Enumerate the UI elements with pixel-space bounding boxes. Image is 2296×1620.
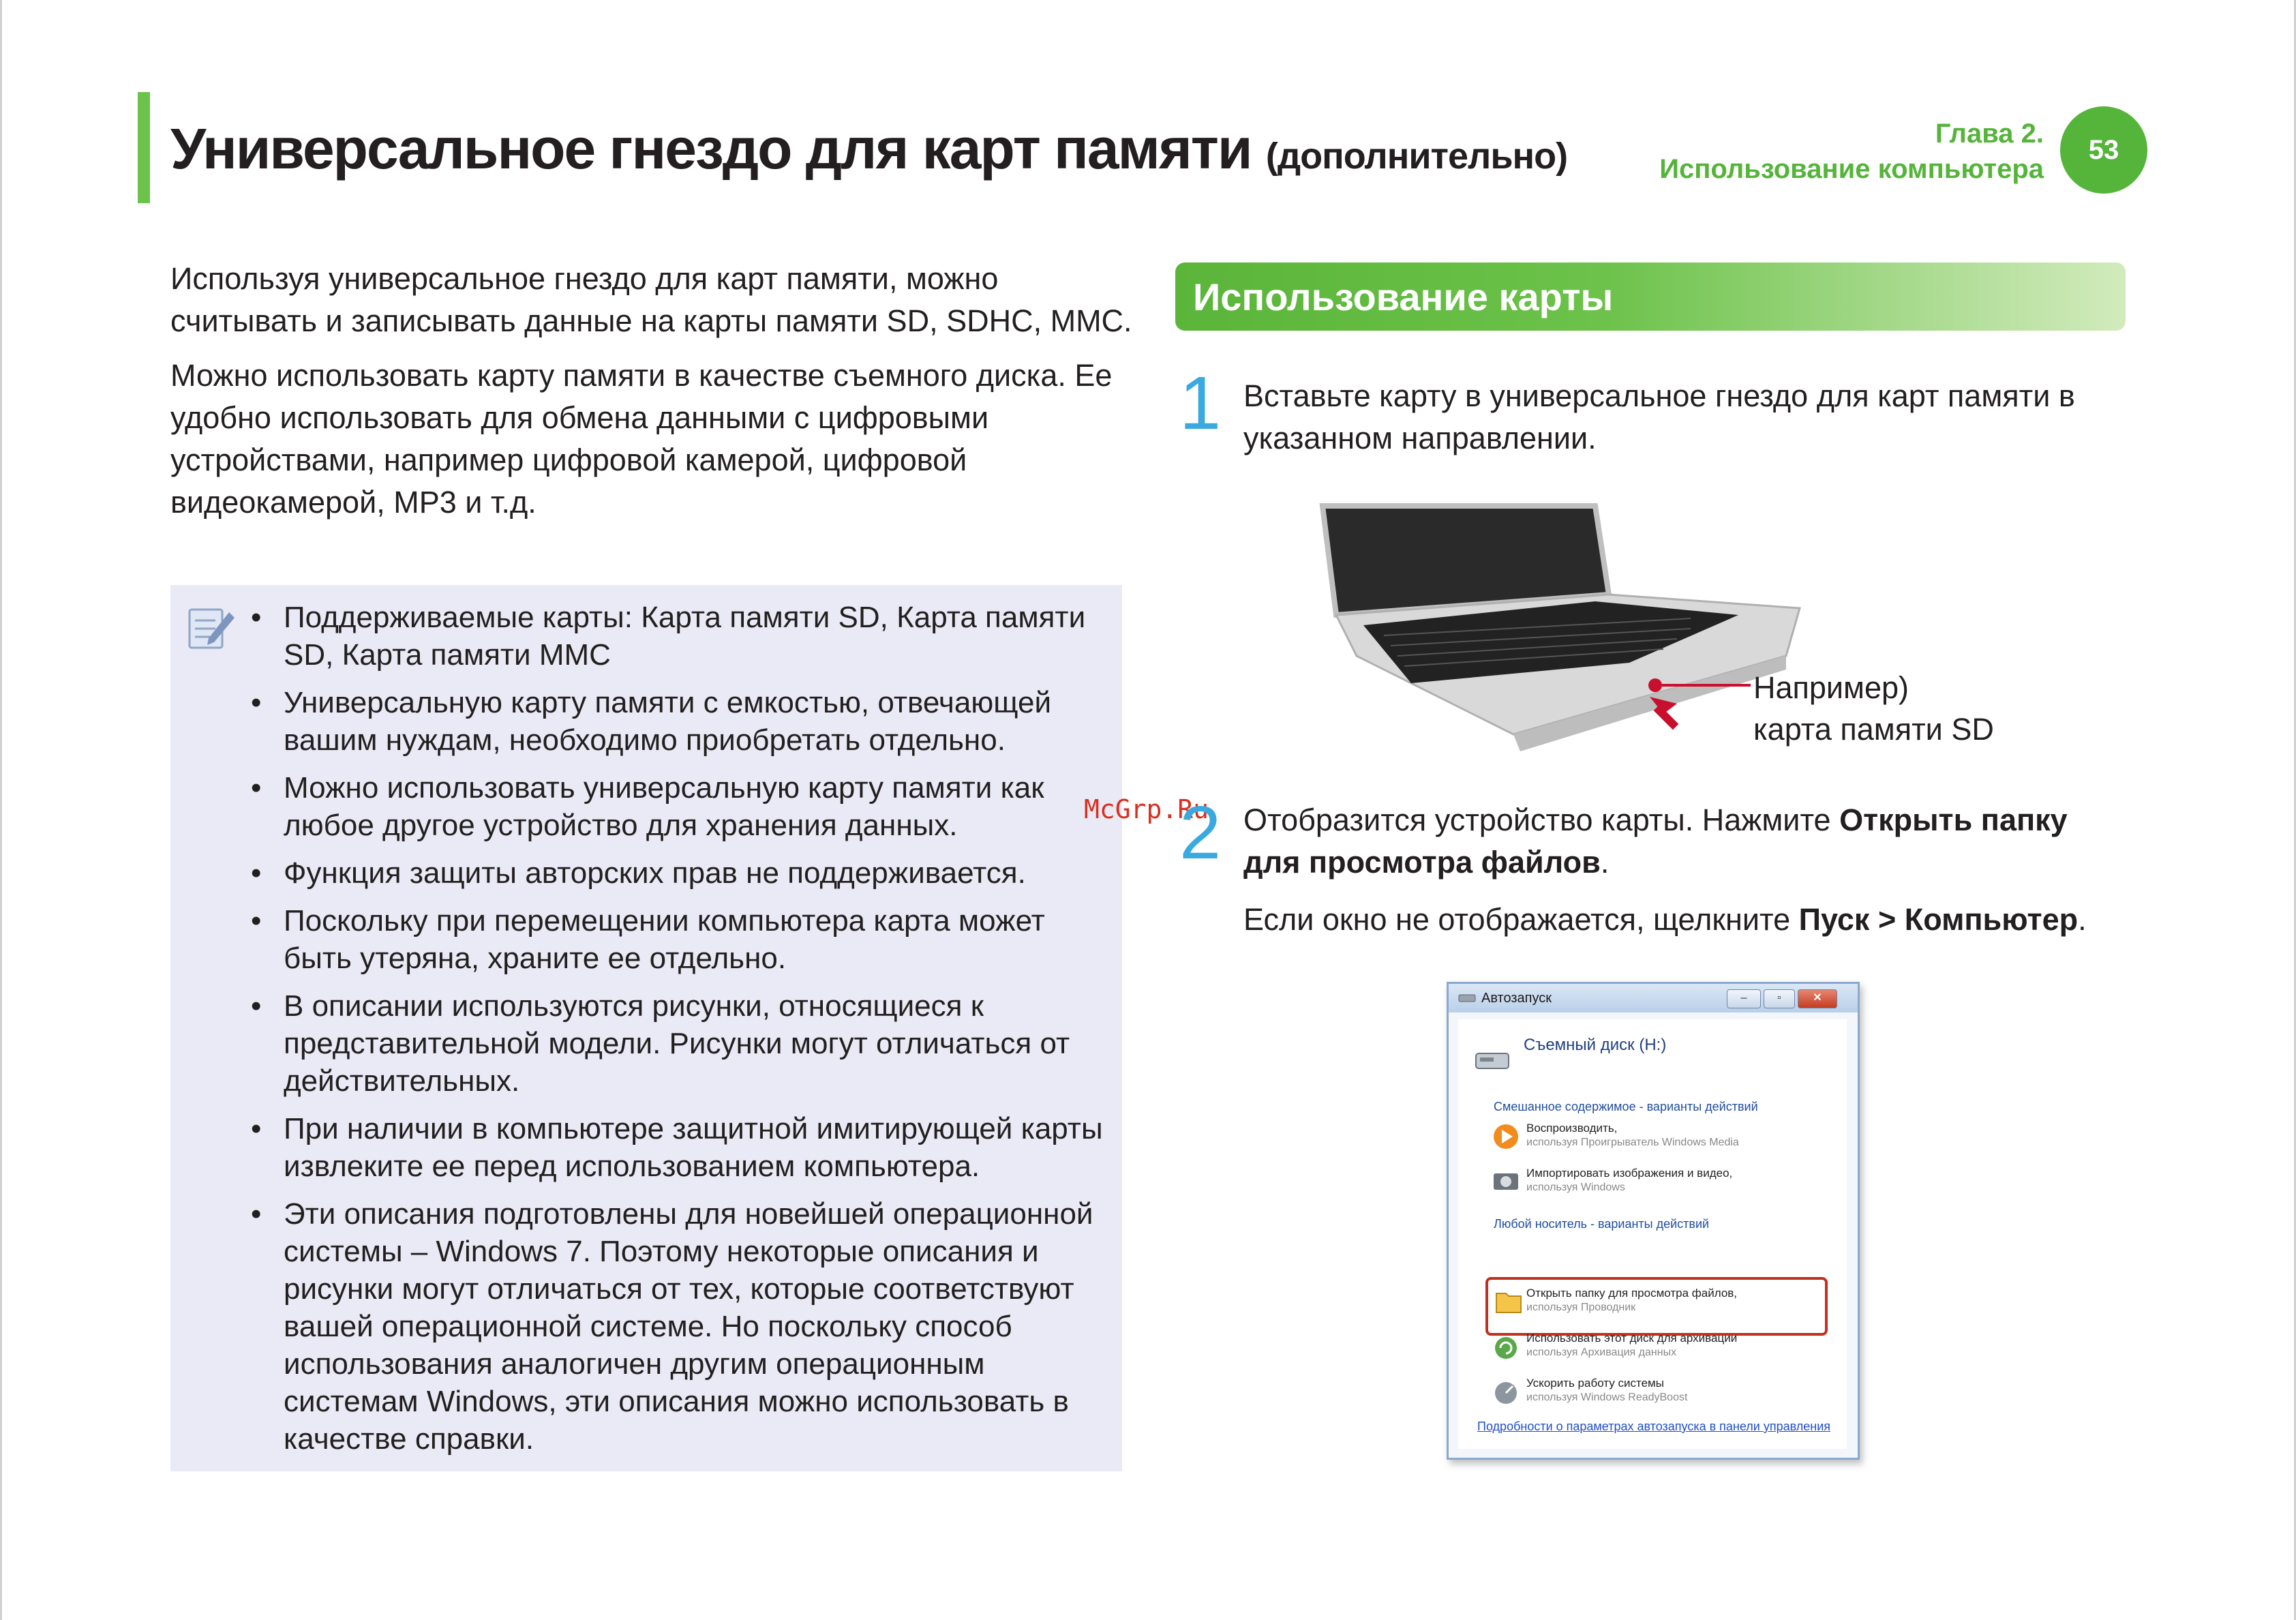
note-pencil-icon	[184, 600, 239, 655]
page-number-badge: 53	[2060, 106, 2147, 194]
drive-label: Съемный диск (H:)	[1524, 1036, 1667, 1054]
import-option-text[interactable]: Импортировать изображения и видео,	[1526, 1167, 1733, 1180]
step-2-text	[1243, 799, 2130, 884]
readyboost-option-sub: используя Windows ReadyBoost	[1526, 1392, 1688, 1403]
sd-card-callout	[1753, 667, 1994, 750]
page-border-left	[0, 0, 2, 1620]
note-item: • Эти описания подготовлены для новейшей операционной системы – Windows 7. Поэтому некоторые описания и рисунки могут отличаться от тех, которые соответствуют вашей операционной системе. Но поскольку способ использования аналогичен другим операционным системам Windows, эти описания можно использовать в качестве справки.	[239, 1195, 1111, 1458]
watermark: McGrp.Ru	[1084, 794, 1209, 824]
step-2-text-2	[1243, 899, 2130, 941]
step-2-text2-end: .	[2078, 902, 2087, 937]
group-mixed-heading: Смешанное содержимое - варианты действий	[1494, 1100, 1758, 1113]
intro-paragraph-1: Используя универсальное гнездо для карт памяти, можно считывать и записывать данные на карты памяти SD, SDHC, MMC.	[170, 261, 1132, 338]
page-title-subtitle: (дополнительно)	[1265, 136, 1568, 177]
callout-line-1: Например)	[1753, 670, 1909, 705]
intro-paragraph-2: Можно использовать карту памяти в качестве съемного диска. Ее удобно использовать для обмена данными с цифровыми устройствами, например цифровой камерой, цифровой видеокамерой, MP3 и т.д.	[170, 358, 1113, 520]
section-title: Использование карты	[1193, 275, 1614, 318]
note-item: • Поскольку при перемещении компьютера карта может быть утеряна, храните ее отдельно.	[239, 902, 1111, 977]
step-2-text2-a: Если окно не отображается, щелкните	[1243, 902, 1799, 937]
section-header	[1175, 262, 2126, 331]
close-button[interactable]: ✕	[1798, 989, 1837, 1008]
play-option-text[interactable]: Воспроизводить,	[1526, 1122, 1618, 1135]
chapter-label	[1659, 116, 2044, 187]
backup-option-text[interactable]: Использовать этот диск для архивации	[1526, 1332, 1738, 1345]
group-any-heading: Любой носитель - варианты действий	[1494, 1217, 1710, 1231]
minimize-button[interactable]: –	[1727, 989, 1761, 1008]
readyboost-option-text[interactable]: Ускорить работу системы	[1526, 1377, 1664, 1390]
readyboost-icon	[1491, 1377, 1521, 1407]
note-item: • Можно использовать универсальную карту памяти как любое другое устройство для хранения данных.	[239, 769, 1111, 844]
autoplay-body	[1458, 1019, 1847, 1449]
callout-line-2: карта памяти SD	[1753, 712, 1994, 747]
open-folder-label: Открыть папку для просмотра файлов	[1243, 802, 2068, 880]
camera-icon	[1491, 1165, 1521, 1195]
start-computer-label: Пуск > Компьютер	[1798, 902, 2079, 937]
autoplay-title: Автозапуск	[1481, 991, 1552, 1006]
chapter-number: Глава 2.	[1935, 119, 2044, 149]
note-item: • В описании используются рисунки, относящиеся к представительной модели. Рисунки могут отличаться от действительных.	[239, 987, 1111, 1100]
step-1-number: 1	[1179, 361, 1222, 445]
title-accent-bar	[138, 92, 150, 203]
maximize-button[interactable]: ▫	[1764, 989, 1795, 1008]
page-title	[170, 116, 1567, 182]
intro-text	[170, 258, 1138, 536]
note-list	[239, 599, 1111, 1468]
page-title-main: Универсальное гнездо для карт памяти	[170, 117, 1252, 181]
media-player-icon	[1491, 1122, 1521, 1152]
note-item: • Поддерживаемые карты: Карта памяти SD, Карта памяти SD, Карта памяти MMC	[239, 599, 1111, 674]
backup-icon	[1491, 1333, 1521, 1363]
drive-small-icon	[1458, 992, 1476, 1004]
autoplay-window	[1447, 982, 1860, 1460]
step-2-number: 2	[1179, 791, 1222, 875]
open-folder-option-sub: используя Проводник	[1526, 1302, 1636, 1313]
step-2-text-a: Отобразится устройство карты. Нажмите	[1243, 802, 1840, 837]
step-2-text-end: .	[1600, 845, 1610, 880]
note-item: • При наличии в компьютере защитной имитирующей карты извлеките ее перед использованием компьютера.	[239, 1110, 1111, 1185]
autoplay-titlebar[interactable]	[1449, 984, 1858, 1012]
laptop-illustration	[1309, 499, 1813, 758]
note-box	[170, 585, 1122, 1471]
step-1-text: Вставьте карту в универсальное гнездо для карт памяти в указанном направлении.	[1243, 378, 2075, 455]
autoplay-settings-link[interactable]: Подробности о параметрах автозапуска в панели управления	[1477, 1420, 1831, 1433]
import-option-sub: используя Windows	[1526, 1182, 1625, 1193]
play-option-sub: используя Проигрыватель Windows Media	[1526, 1137, 1739, 1148]
backup-option-sub: используя Архивация данных	[1526, 1347, 1677, 1358]
folder-icon	[1494, 1287, 1524, 1317]
note-item: • Функция защиты авторских прав не поддерживается.	[239, 854, 1111, 892]
note-item: • Универсальную карту памяти с емкостью, отвечающей вашим нуждам, необходимо приобретать отдельно.	[239, 684, 1111, 759]
open-folder-option-text[interactable]: Открыть папку для просмотра файлов,	[1526, 1287, 1738, 1300]
removable-drive-icon	[1473, 1047, 1511, 1074]
chapter-name: Использование компьютера	[1659, 154, 2044, 184]
